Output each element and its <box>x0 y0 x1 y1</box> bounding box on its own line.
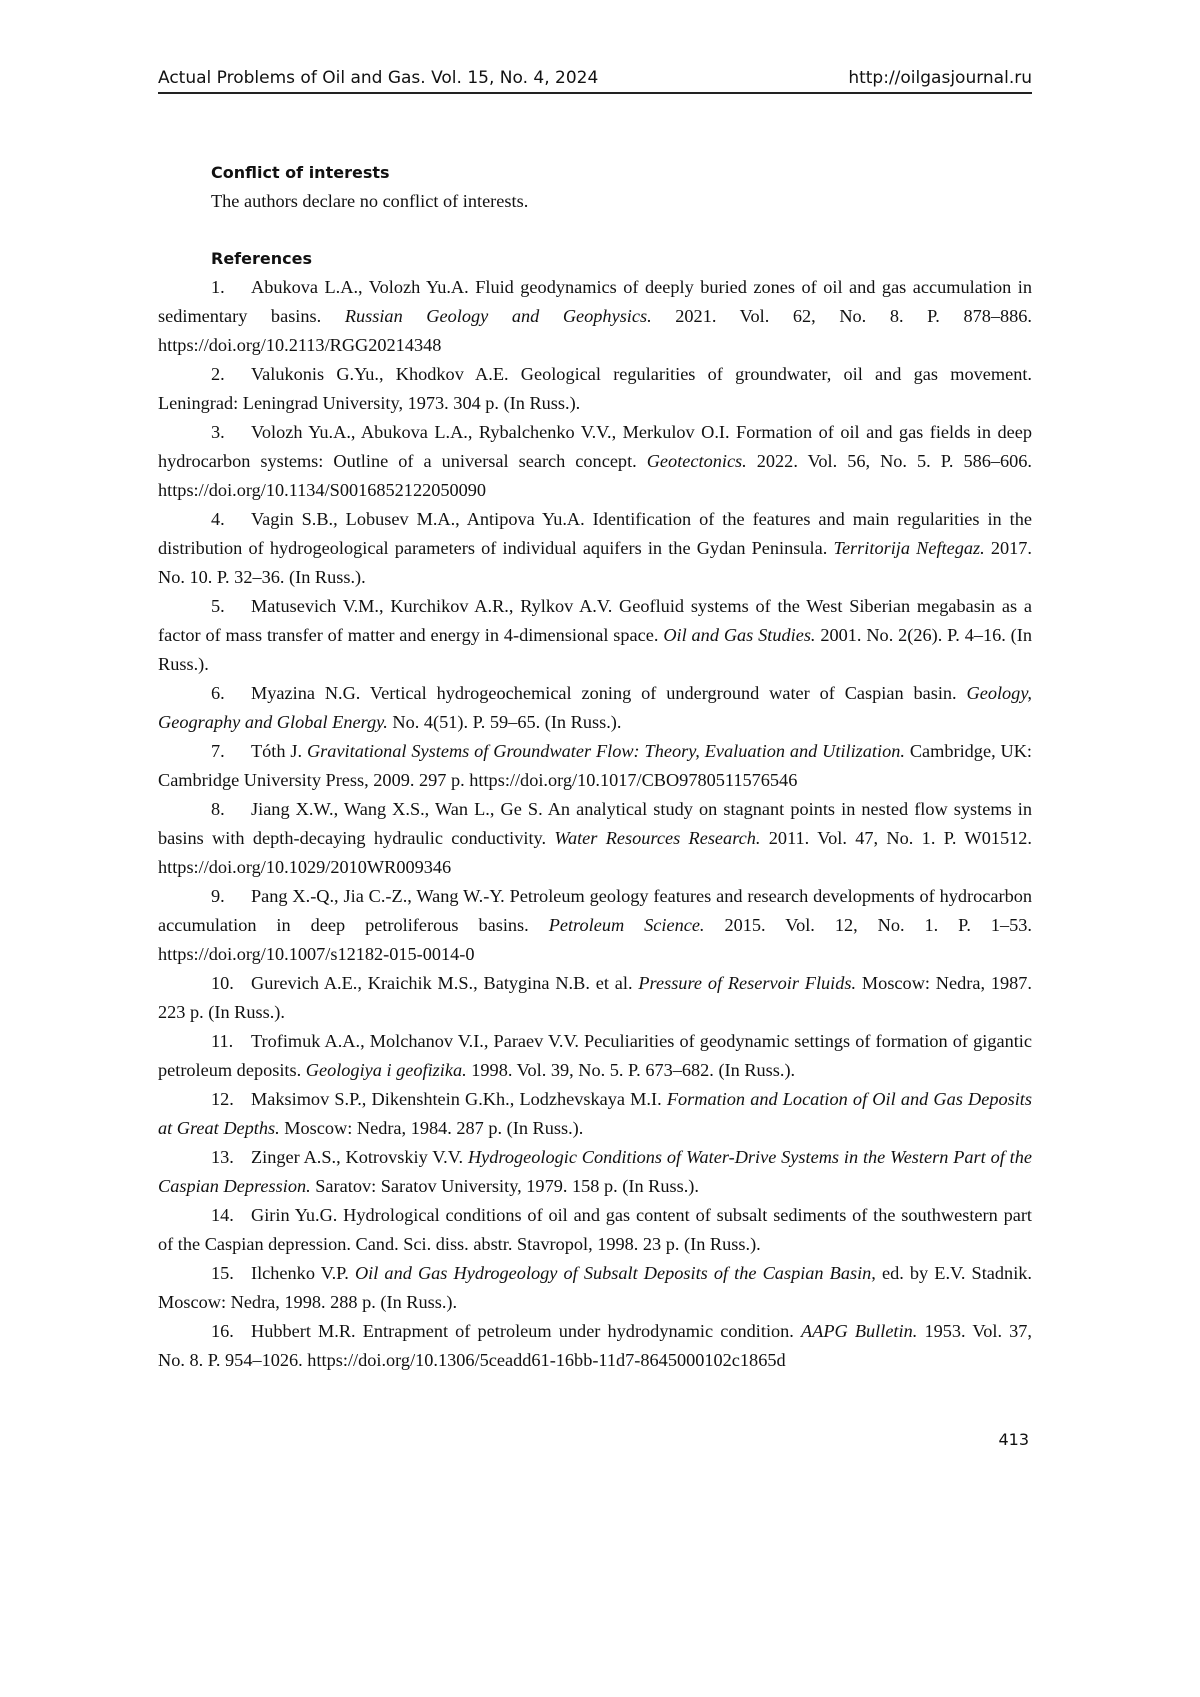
reference-item <box>158 737 1032 795</box>
reference-item <box>158 1143 1032 1201</box>
reference-authors-title: Abukova L.A., Volozh Yu.A. Fluid geodynamics of deeply buried zones of oil and gas accumulation in sedimentary basins. <box>158 277 1032 326</box>
reference-number: 14. <box>211 1205 234 1225</box>
reference-item <box>158 1027 1032 1085</box>
reference-source: Geotectonics. <box>646 451 747 471</box>
reference-item <box>158 1201 1032 1259</box>
reference-source: Petroleum Science. <box>548 915 705 935</box>
reference-authors-title: Valukonis G.Yu., Khodkov A.E. Geological regularities of groundwater, oil and gas movement. Leningrad: Leningrad University, 1973. 304 p. (In Russ.). <box>158 364 1032 413</box>
reference-number: 9. <box>211 886 225 906</box>
reference-details: Moscow: Nedra, 1984. 287 p. (In Russ.). <box>279 1118 584 1138</box>
reference-details: No. 4(51). P. 59–65. (In Russ.). <box>387 712 622 732</box>
reference-item <box>158 505 1032 592</box>
reference-authors-title: Zinger A.S., Kotrovskiy V.V. <box>251 1147 468 1167</box>
reference-details: Moscow: Nedra, 1987. 223 p. (In Russ.). <box>158 973 1033 1022</box>
reference-number: 5. <box>211 596 225 616</box>
reference-number: 6. <box>211 683 225 703</box>
reference-source: Geologiya i geofizika. <box>305 1060 467 1080</box>
reference-details: 2017. No. 10. P. 32–36. (In Russ.). <box>158 538 1032 587</box>
reference-source: Russian Geology and Geophysics. <box>344 306 652 326</box>
reference-details: 1953. Vol. 37, No. 8. P. 954–1026. https://doi.org/10.1306/5ceadd61-16bb-11d7-8645000102c1865d <box>158 1321 1032 1370</box>
reference-authors-title: Hubbert M.R. Entrapment of petroleum under hydrodynamic condition. <box>251 1321 802 1341</box>
reference-number: 16. <box>211 1321 234 1341</box>
reference-authors-title: Trofimuk A.A., Molchanov V.I., Paraev V.V. Peculiarities of geodynamic settings of formation of gigantic petroleum deposits. <box>158 1031 1032 1080</box>
reference-item <box>158 882 1032 969</box>
reference-item <box>158 1259 1032 1317</box>
reference-item <box>158 592 1032 679</box>
reference-number: 3. <box>211 422 225 442</box>
reference-number: 4. <box>211 509 225 529</box>
reference-details: 2015. Vol. 12, No. 1. P. 1–53. https://doi.org/10.1007/s12182-015-0014-0 <box>158 915 1032 964</box>
reference-source: Territorija Neftegaz. <box>833 538 985 558</box>
reference-source: Pressure of Reservoir Fluids. <box>638 973 857 993</box>
reference-details: Cambridge, UK: Cambridge University Press, 2009. 297 p. https://doi.org/10.1017/CBO9780511576546 <box>158 741 1032 790</box>
reference-number: 12. <box>211 1089 234 1109</box>
reference-source: Hydrogeologic Conditions of Water-Drive Systems in the Western Part of the Caspian Depression. <box>158 1147 1032 1196</box>
reference-authors-title: Volozh Yu.A., Abukova L.A., Rybalchenko V.V., Merkulov O.I. Formation of oil and gas fields in deep hydrocarbon systems: Outline of a universal search concept. <box>158 422 1032 471</box>
journal-title: Actual Problems of Oil and Gas. Vol. 15, No. 4, 2024 <box>158 68 599 88</box>
reference-authors-title: Jiang X.W., Wang X.S., Wan L., Ge S. An analytical study on stagnant points in nested flow systems in basins with depth-decaying hydraulic conductivity. <box>158 799 1032 848</box>
reference-source: Geology, Geography and Global Energy. <box>158 683 1032 732</box>
reference-authors-title: Myazina N.G. Vertical hydrogeochemical zoning of underground water of Caspian basin. <box>251 683 967 703</box>
reference-details: ed. by E.V. Stadnik. Moscow: Nedra, 1998. 288 p. (In Russ.). <box>158 1263 1032 1312</box>
reference-details: 2001. No. 2(26). P. 4–16. (In Russ.). <box>158 625 1033 674</box>
reference-number: 13. <box>211 1147 234 1167</box>
reference-source: AAPG Bulletin. <box>801 1321 918 1341</box>
reference-item <box>158 418 1032 505</box>
journal-url[interactable]: http://oilgasjournal.ru <box>848 68 1032 88</box>
reference-authors-title: Tóth J. <box>251 741 307 761</box>
reference-source: Gravitational Systems of Groundwater Flow: Theory, Evaluation and Utilization. <box>306 741 905 761</box>
reference-item <box>158 1317 1032 1375</box>
page-number: 413 <box>998 1430 1029 1449</box>
reference-number: 8. <box>211 799 225 819</box>
reference-item <box>158 795 1032 882</box>
reference-item <box>158 1085 1032 1143</box>
reference-authors-title: Maksimov S.P., Dikenshtein G.Kh., Lodzhevskaya M.I. <box>251 1089 667 1109</box>
reference-details: 2022. Vol. 56, No. 5. P. 586–606. https://doi.org/10.1134/S0016852122050090 <box>158 451 1032 500</box>
reference-item <box>158 679 1032 737</box>
reference-item <box>158 969 1032 1027</box>
reference-number: 2. <box>211 364 225 384</box>
reference-authors-title: Matusevich V.M., Kurchikov A.R., Rylkov A.V. Geofluid systems of the West Siberian megabasin as a factor of mass transfer of matter and energy in 4-dimensional space. <box>158 596 1032 645</box>
reference-details: 2021. Vol. 62, No. 8. P. 878–886. https://doi.org/10.2113/RGG20214348 <box>158 306 1033 355</box>
page-content <box>158 158 1032 1375</box>
reference-number: 7. <box>211 741 225 761</box>
reference-list <box>158 273 1032 1375</box>
reference-details: 1998. Vol. 39, No. 5. P. 673–682. (In Russ.). <box>466 1060 796 1080</box>
conflict-heading: Conflict of interests <box>211 163 390 182</box>
reference-authors-title: Ilchenko V.P. <box>251 1263 355 1283</box>
reference-source: Oil and Gas Studies. <box>663 625 816 645</box>
reference-authors-title: Vagin S.B., Lobusev M.A., Antipova Yu.A. Identification of the features and main regularities in the distribution of hydrogeological parameters of individual aquifers in the Gydan Peninsula. <box>158 509 1032 558</box>
reference-authors-title: Pang X.-Q., Jia C.-Z., Wang W.-Y. Petroleum geology features and research developments of hydrocarbon accumulation in deep petroliferous basins. <box>158 886 1032 935</box>
reference-details: Saratov: Saratov University, 1979. 158 p. (In Russ.). <box>310 1176 699 1196</box>
reference-source: Formation and Location of Oil and Gas Deposits at Great Depths. <box>158 1089 1032 1138</box>
reference-authors-title: Gurevich A.E., Kraichik M.S., Batygina N.B. et al. <box>251 973 639 993</box>
reference-details: 2011. Vol. 47, No. 1. P. W01512. https://doi.org/10.1029/2010WR009346 <box>158 828 1032 877</box>
reference-authors-title: Girin Yu.G. Hydrological conditions of oil and gas content of subsalt sediments of the southwestern part of the Caspian depression. Cand. Sci. diss. abstr. Stavropol, 1998. 23 p. (In Russ.). <box>158 1205 1032 1254</box>
reference-item <box>158 273 1032 360</box>
conflict-text: The authors declare no conflict of interests. <box>211 191 529 211</box>
reference-number: 11. <box>211 1031 234 1051</box>
reference-number: 10. <box>211 973 234 993</box>
reference-number: 15. <box>211 1263 234 1283</box>
reference-source: Water Resources Research. <box>554 828 761 848</box>
reference-item <box>158 360 1032 418</box>
reference-number: 1. <box>211 277 225 297</box>
reference-source: Oil and Gas Hydrogeology of Subsalt Deposits of the Caspian Basin, <box>354 1263 876 1283</box>
running-header <box>158 62 1032 94</box>
references-heading: References <box>211 249 312 268</box>
